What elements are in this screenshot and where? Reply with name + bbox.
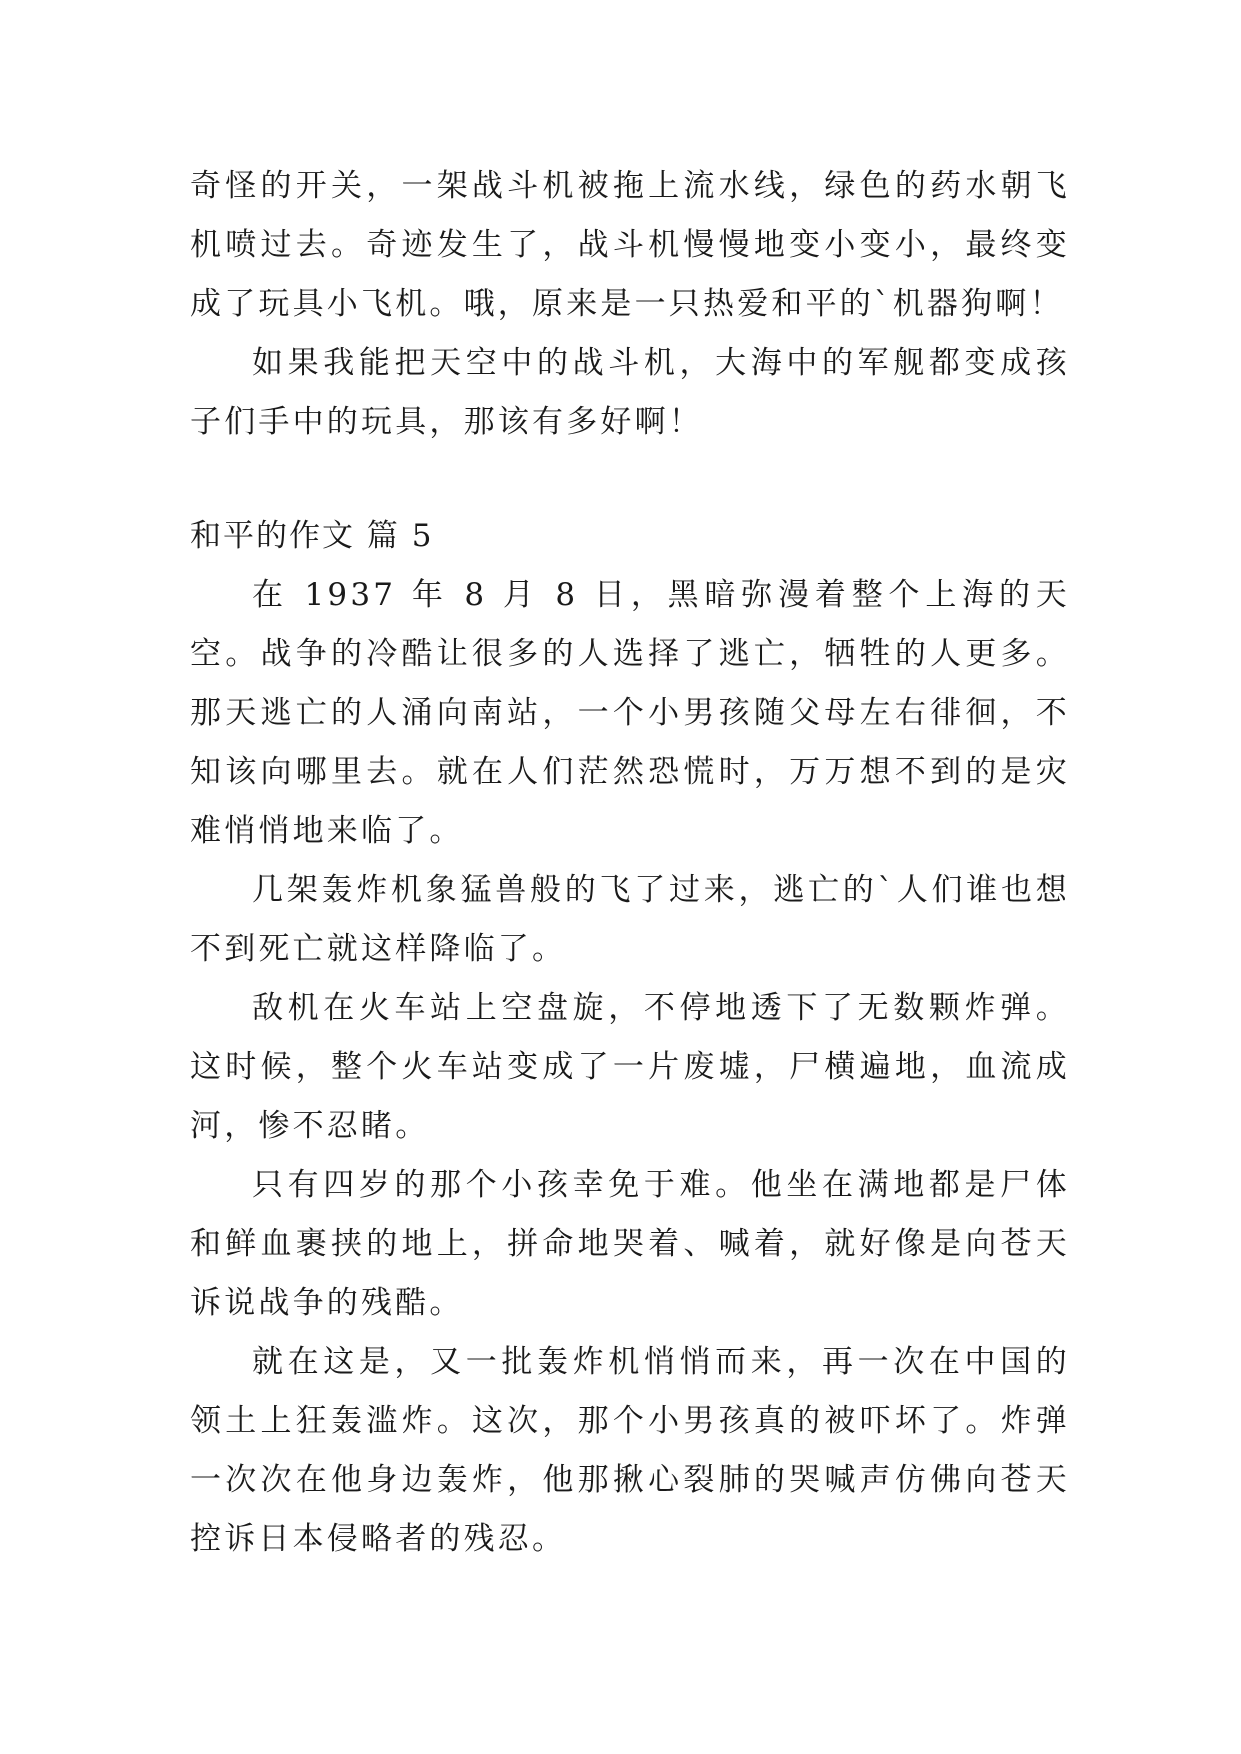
paragraph-continued: 奇怪的开关，一架战斗机被拖上流水线，绿色的药水朝飞机喷过去。奇迹发生了，战斗机慢慢地变小变小，最终变成了玩具小飞机。哦，原来是一只热爱和平的`机器狗啊！	[190, 168, 1070, 322]
paragraph: 就在这是，又一批轰炸机悄悄而来，再一次在中国的领土上狂轰滥炸。这次，那个小男孩真的被吓坏了。炸弹一次次在他身边轰炸，他那揪心裂肺的哭喊声仿佛向苍天控诉日本侵略者的残忍。	[190, 1344, 1070, 1557]
paragraph: 在 1937 年 8 月 8 日，黑暗弥漫着整个上海的天空。战争的冷酷让很多的人选择了逃亡，牺牲的人更多。那天逃亡的人涌向南站，一个小男孩随父母左右徘徊，不知该向哪里去。就在人们茫然恐慌时，万万想不到的是灾难悄悄地来临了。	[190, 577, 1070, 849]
paragraph: 敌机在火车站上空盘旋，不停地透下了无数颗炸弹。这时候，整个火车站变成了一片废墟，尸横遍地，血流成河，惨不忍睹。	[190, 990, 1070, 1144]
section-heading: 和平的作文 篇 5	[190, 518, 434, 554]
paragraph: 如果我能把天空中的战斗机，大海中的军舰都变成孩子们手中的玩具，那该有多好啊！	[190, 345, 1070, 440]
paragraph: 几架轰炸机象猛兽般的飞了过来，逃亡的`人们谁也想不到死亡就这样降临了。	[190, 872, 1070, 967]
paragraph: 只有四岁的那个小孩幸免于难。他坐在满地都是尸体和鲜血裹挟的地上，拼命地哭着、喊着，就好像是向苍天诉说战争的残酷。	[190, 1167, 1070, 1321]
document-body	[190, 157, 1070, 1569]
